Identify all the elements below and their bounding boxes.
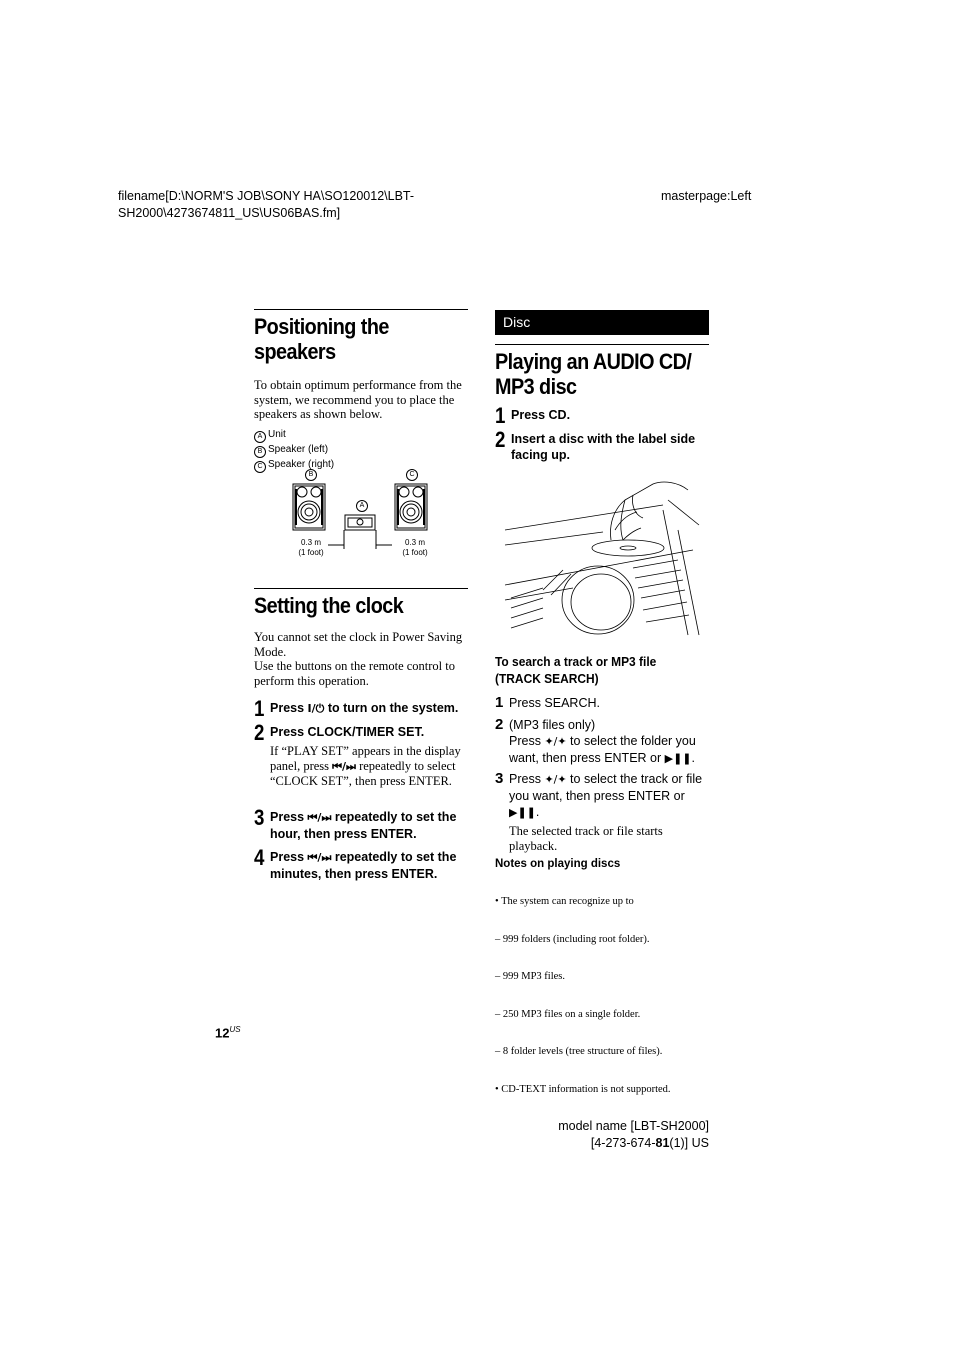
model-name: model name [LBT-SH2000]: [558, 1119, 709, 1133]
disc-step-1: [495, 403, 709, 428]
step-line-1: (MP3 files only): [509, 718, 596, 732]
step-pre: Press: [509, 772, 545, 786]
step-number: 2: [254, 720, 265, 745]
step-post: to select the track or file you want, then press ENTER or: [509, 772, 703, 803]
dist-left-sub: (1 foot): [298, 548, 324, 557]
disc-category-bar: Disc: [495, 310, 709, 335]
step-pre: Press: [270, 701, 308, 715]
step-end: .: [535, 805, 540, 819]
legend-item: [254, 428, 468, 443]
note-item: – 8 folder levels (tree structure of files).: [495, 1046, 663, 1057]
notes-heading: Notes on playing discs: [495, 858, 621, 870]
search-step-1: [495, 695, 709, 711]
step-text: [509, 771, 709, 821]
note-item: • CD-TEXT information is not supported.: [495, 1083, 671, 1095]
step-number: 1: [495, 403, 506, 428]
legend-text: Unit: [268, 428, 286, 440]
step-number: 3: [495, 770, 504, 787]
title-line-2: speakers: [254, 339, 336, 364]
clock-intro-1: You cannot set the clock in Power Saving Mode.: [254, 630, 463, 659]
disc-section: [495, 310, 709, 399]
step-pre: Press: [270, 810, 308, 824]
notes-list: [495, 871, 709, 1121]
page-number-suffix: US: [229, 1025, 241, 1034]
figure-label-a: A: [356, 500, 368, 512]
step-pre: Press: [509, 734, 545, 748]
step-post: to turn on the system.: [324, 701, 459, 715]
step-note: The selected track or file starts playback.: [509, 824, 663, 853]
legend-list: [254, 428, 468, 473]
model-info: [520, 1118, 709, 1152]
step-pre: Press: [270, 850, 308, 864]
step-text: Insert a disc with the label side facing up.: [511, 432, 696, 462]
step-text: [270, 809, 468, 842]
clock-step-4: [254, 845, 468, 882]
positioning-section: [254, 309, 468, 473]
hand-disc-drawing: [503, 470, 701, 638]
positioning-intro: To obtain optimum performance from the system, we recommend you to place the speakers as shown below.: [254, 378, 462, 421]
clock-step-1: [254, 696, 468, 721]
model-code: [520, 1135, 709, 1152]
page-number-value: 12: [215, 1025, 230, 1041]
legend-letter: A: [254, 431, 266, 443]
clock-intro-2: Use the buttons on the remote control to perform this operation.: [254, 659, 456, 688]
page-number: [215, 1025, 241, 1040]
step-text: Press SEARCH.: [509, 696, 600, 710]
step-line-2: [509, 733, 709, 767]
step-number: 1: [254, 696, 265, 721]
prev-next-icon: ⏮/⏭: [307, 851, 332, 864]
speaker-placement-figure: [286, 467, 446, 562]
clock-step-3: [254, 805, 468, 842]
up-down-arrow-icon: ✦/✦: [544, 735, 567, 748]
disc-insertion-illustration: [503, 470, 701, 638]
model-code-pre: [4-273-674-: [590, 1136, 656, 1150]
legend-item: [254, 443, 468, 458]
note-item: – 250 MP3 files on a single folder.: [495, 1008, 641, 1020]
positioning-title: [254, 314, 447, 364]
filename-header: [118, 188, 414, 222]
clock-section: [254, 588, 468, 688]
step-post: repeatedly to set the hour, then press ENTER.: [270, 810, 457, 841]
filename-line-2: SH2000\4273674811_US\US06BAS.fm]: [118, 206, 341, 220]
note-item: • The system can recognize up to: [495, 896, 634, 907]
notes-section: [495, 857, 709, 1121]
search-step-2: [495, 717, 709, 767]
model-code-bold: 81: [655, 1136, 670, 1150]
power-icon: I/⏻: [307, 702, 325, 715]
clock-title: Setting the clock: [254, 593, 404, 618]
legend-text: Speaker (right): [268, 458, 335, 470]
heading-line-1: To search a track or MP3 file: [495, 654, 657, 669]
masterpage-label: masterpage:Left: [661, 189, 752, 203]
legend-letter: B: [254, 446, 266, 458]
step-number: 2: [495, 427, 506, 452]
note-pre: If “PLAY SET” appears in the display panel, press: [270, 744, 461, 773]
step-text: Press CLOCK/TIMER SET.: [270, 725, 425, 739]
step-post: repeatedly to set the minutes, then press ENTER.: [270, 850, 457, 881]
step-note: [270, 744, 468, 789]
dist-right-value: 0.3 m: [404, 538, 425, 547]
play-pause-icon: ▶❚❚: [664, 752, 692, 765]
filename-line-1: filename[D:\NORM'S JOB\SONY HA\SO120012\LBT-: [118, 189, 415, 203]
prev-next-icon: ⏮/⏭: [307, 811, 332, 824]
heading-line-2: (TRACK SEARCH): [495, 671, 599, 686]
up-down-arrow-icon: ✦/✦: [544, 773, 567, 786]
note-post: repeatedly to select “CLOCK SET”, then press ENTER.: [270, 758, 456, 788]
search-step-3: [495, 771, 709, 853]
dist-left-value: 0.3 m: [300, 538, 321, 547]
figure-label-b: B: [305, 469, 317, 481]
track-search-heading: [495, 653, 709, 687]
title-line-1: Playing an AUDIO CD/: [495, 349, 692, 374]
prev-next-icon: ⏮/⏭: [332, 759, 356, 773]
note-item: – 999 MP3 files.: [495, 971, 566, 982]
legend-text: Speaker (left): [268, 443, 329, 455]
step-number: 2: [495, 716, 504, 733]
title-line-2: MP3 disc: [495, 374, 577, 399]
step-number: 3: [254, 805, 265, 830]
clock-step-2: [254, 720, 468, 789]
dist-left: [295, 538, 327, 558]
figure-label-c: C: [406, 469, 418, 481]
step-number: 4: [254, 845, 265, 870]
step-text: [270, 849, 468, 882]
step-number: 1: [495, 694, 504, 711]
dist-right-sub: (1 foot): [402, 548, 428, 557]
title-line-1: Positioning the: [254, 314, 389, 339]
step-text: [509, 717, 709, 767]
note-item: – 999 folders (including root folder).: [495, 933, 650, 945]
legend-letter: C: [254, 461, 266, 473]
step-post: to select the folder you want, then press ENTER or: [509, 734, 696, 765]
step-text: [270, 700, 468, 717]
step-end: .: [691, 751, 696, 765]
play-pause-icon: ▶❚❚: [509, 806, 536, 819]
dist-right: [398, 538, 432, 558]
disc-step-2: [495, 427, 709, 463]
model-code-post: (1)] US: [669, 1136, 709, 1150]
step-text: Press CD.: [511, 408, 571, 422]
disc-title: [495, 349, 692, 399]
